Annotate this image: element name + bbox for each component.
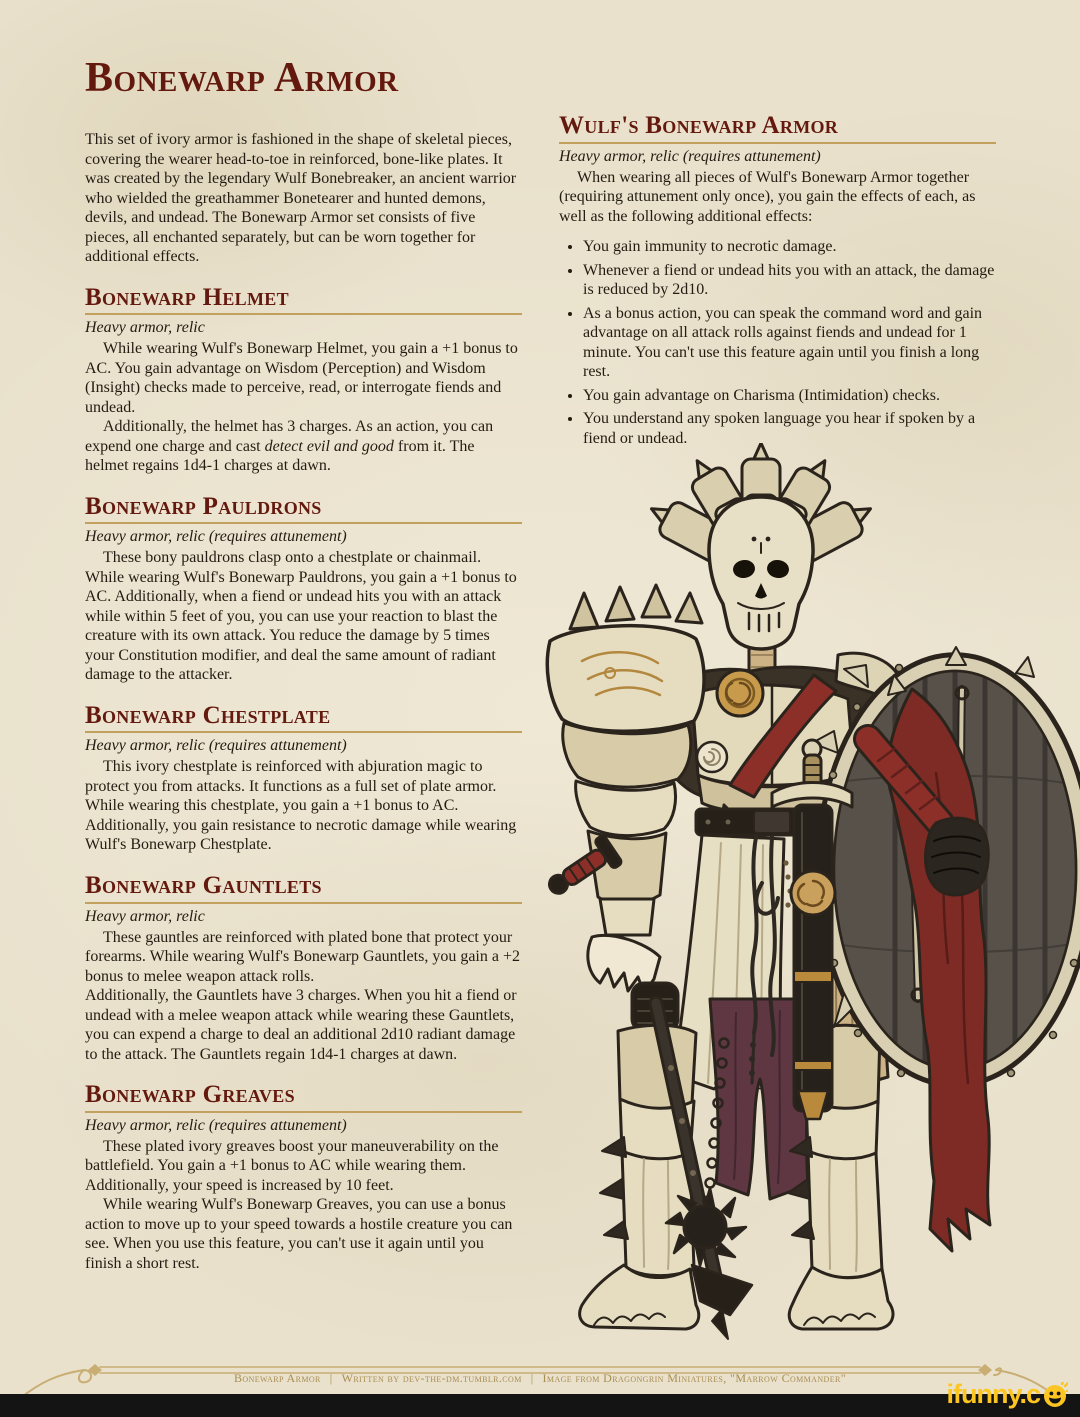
spell-name: detect evil and good (264, 437, 394, 455)
credit-separator: | (329, 1371, 333, 1385)
bottom-black-bar (0, 1394, 1080, 1417)
section-heading-gauntlets: Bonewarp Gauntlets (85, 872, 522, 904)
set-bonus-item: • You gain advantage on Charisma (Intimidation) checks. (583, 386, 996, 406)
page-title: Bonewarp Armor (85, 55, 399, 101)
section-bonewarp-helmet (85, 284, 522, 476)
gold-medallion-icon (717, 670, 763, 716)
type-line-chestplate: Heavy armor, relic (requires attunement) (85, 737, 347, 755)
greaves-paragraph-1: These plated ivory greaves boost your maneuverability on the battlefield. You gain a +1 bonus to AC while wearing them. Additionally, your speed is increased by 10 feet. (85, 1137, 499, 1194)
set-bonus-list (559, 237, 996, 448)
greaves-paragraph-2: While wearing Wulf's Bonewarp Greaves, you can use a bonus action to move up to your speed towards a hostile creature you can see. When you use this feature, you can't use it again until you finish a short rest. (85, 1196, 513, 1272)
set-bonus-item: • You understand any spoken language you hear if spoken by a fiend or undead. (583, 409, 996, 448)
section-heading-greaves: Bonewarp Greaves (85, 1081, 522, 1113)
type-line-pauldrons: Heavy armor, relic (requires attunement) (85, 528, 347, 546)
helmet-p2-pre: Additionally, the helmet has 3 charges. As an action, you can expend one charge and cast (85, 418, 494, 455)
skull-helmet-icon (709, 497, 813, 649)
helmet-paragraph-2 (85, 417, 522, 476)
footer-credits (0, 1371, 1080, 1386)
pauldrons-paragraph-1: These bony pauldrons clasp onto a chestplate or chainmail. While wearing Wulf's Bonewarp Pauldrons, you gain a +1 bonus to AC. Additionally, when a fiend or undead hits you with an attack while within 5 feet of you, you can use your reaction to blast the creature with its own attack. You reduce the damage by 5 times your Constitution modifier, and deal the same amount of radiant damage to the attacker. (85, 549, 517, 684)
right-column (559, 112, 996, 452)
section-bonewarp-greaves (85, 1081, 522, 1273)
credit-title: Bonewarp Armor (233, 1371, 321, 1385)
helmet-paragraph-1: While wearing Wulf's Bonewarp Helmet, you gain a +1 bonus to AC. You gain advantage on Wisdom (Perception) and Wisdom (Insight) checks made to perceive, read, or interrogate fiends and undead. (85, 340, 518, 416)
left-column (85, 56, 522, 1273)
section-bonewarp-chestplate (85, 702, 522, 855)
gauntlets-paragraph-1: These gauntles are reinforced with plated bone that protect your forearms. While wearing Wulf's Bonewarp Gauntlets, you gain a +2 bonus to melee weapon attack rolls. (85, 928, 520, 985)
credit-image-source: Image from Dragongrin Miniatures, "Marrow Commander" (542, 1371, 847, 1385)
left-pauldron (547, 585, 704, 1031)
section-heading-chestplate: Bonewarp Chestplate (85, 702, 522, 734)
credit-author: Written by dev-the-dm.tumblr.com (341, 1371, 522, 1385)
section-heading-helmet: Bonewarp Helmet (85, 284, 522, 316)
ifunny-watermark-text: ifunny.c (946, 1379, 1040, 1409)
section-heading-pauldrons: Bonewarp Pauldrons (85, 493, 522, 525)
set-bonus-item: • As a bonus action, you can speak the command word and gain advantage on all attack rolls against fiends and undead for 1 minute. You can't use this feature again until you finish a long rest. (583, 304, 996, 382)
set-bonus-item: • You gain immunity to necrotic damage. (583, 237, 996, 257)
type-line-set-bonus: Heavy armor, relic (requires attunement) (559, 147, 821, 165)
section-bonewarp-pauldrons (85, 493, 522, 685)
set-bonus-intro: When wearing all pieces of Wulf's Bonewarp Armor together (requiring attunement only once), you gain the effects of each, as well as the following additional effects: (559, 168, 976, 225)
set-bonus-item: • Whenever a fiend or undead hits you with an attack, the damage is reduced by 2d10. (583, 261, 996, 300)
type-line-greaves: Heavy armor, relic (requires attunement) (85, 1116, 347, 1134)
smiley-icon (1042, 1382, 1068, 1408)
type-line-helmet: Heavy armor, relic (85, 319, 205, 337)
chestplate-paragraph-1: This ivory chestplate is reinforced with abjuration magic to protect you from attacks. It functions as a full set of plate armor. While wearing this chestplate, you gain a +1 bonus to AC. Additionally, you gain resistance to necrotic damage while wearing Wulf's Bonewarp Chestplate. (85, 758, 517, 854)
intro-paragraph: This set of ivory armor is fashioned in the shape of skeletal pieces, covering the wearer head-to-toe in reinforced, bone-like plates. It was created by the legendary Wulf Bonebreaker, an ancient warrior who wielded the greathammer Bonetearer and hunted demons, devils, and undead. The Bonewarp Armor set consists of five pieces, all enchanted separately, but can be worn together for additional effects. (85, 131, 517, 266)
credit-separator: | (530, 1371, 534, 1385)
gauntlets-paragraph-2: Additionally, the Gauntlets have 3 charges. When you hit a fiend or undead with a melee weapon attack while wearing these Gauntlets, you can expend a charge to deal an additional 2d10 radiant damage to the attack. The Gauntlets regain 1d4-1 charges at dawn. (85, 987, 517, 1063)
type-line-gauntlets: Heavy armor, relic (85, 907, 205, 925)
armor-illustration (516, 443, 1080, 1348)
section-heading-set-bonus: Wulf's Bonewarp Armor (559, 112, 996, 144)
helmet-p2-post: from it. The helmet regains 1d4-1 charges at dawn. (85, 437, 475, 475)
section-bonewarp-gauntlets (85, 872, 522, 1064)
ifunny-watermark (946, 1381, 1068, 1408)
bone-rose-icon (697, 742, 727, 772)
